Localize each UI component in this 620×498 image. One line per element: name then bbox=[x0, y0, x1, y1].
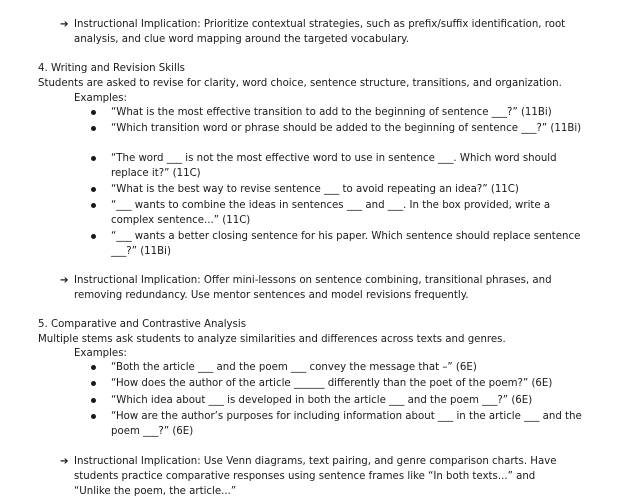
bullet-icon bbox=[91, 126, 96, 131]
list-item: “Which idea about ___ is developed in both the article ___ and the poem ___?” (6E) bbox=[111, 394, 591, 409]
list-item: “___ wants to combine the ideas in sentences ___ and ___. In the box provided, write a complex sentence...” (11C) bbox=[111, 199, 591, 228]
bullet-icon bbox=[91, 414, 96, 419]
list-item: “Both the article ___ and the poem ___ convey the message that –” (6E) bbox=[111, 361, 591, 376]
bullet-icon bbox=[91, 187, 96, 192]
bullet-icon bbox=[91, 110, 96, 115]
section-heading-writing-revision: 4. Writing and Revision Skills bbox=[38, 63, 185, 74]
implication-line2: removing redundancy. Use mentor sentences and model revisions frequently. bbox=[74, 290, 469, 301]
section-intro: Multiple stems ask students to analyze similarities and differences across texts and genres. bbox=[38, 334, 506, 345]
cropped-previous-line bbox=[360, 0, 600, 2]
bullet-icon bbox=[91, 203, 96, 208]
bullet-icon bbox=[91, 365, 96, 370]
list-item: “Which transition word or phrase should be added to the beginning of sentence ___?” (11Bi) bbox=[111, 122, 591, 137]
examples-label: Examples: bbox=[74, 93, 127, 104]
list-item: “The word ___ is not the most effective word to use in sentence ___. Which word should replace it?” (11C) bbox=[111, 152, 591, 181]
bullet-icon bbox=[91, 156, 96, 161]
implication-label: Instructional Implication: bbox=[74, 19, 204, 30]
list-item: “What is the most effective transition to add to the beginning of sentence ___?” (11Bi) bbox=[111, 106, 591, 121]
list-item: “___ wants a better closing sentence for his paper. Which sentence should replace sentence ___?” (11Bi) bbox=[111, 230, 591, 259]
arrow-right-icon: ➔ bbox=[60, 456, 69, 467]
implication-top-line2: analysis, and clue word mapping around the targeted vocabulary. bbox=[74, 34, 409, 45]
implication-line2: students practice comparative responses using sentence frames like “In both texts...” and bbox=[74, 471, 536, 482]
implication-line1: ➔ Instructional Implication: Offer mini-lessons on sentence combining, transitional phrases, and bbox=[60, 275, 552, 286]
implication-top-line1 bbox=[60, 18, 565, 31]
list-item: “How are the author’s purposes for including information about ___ in the article ___ and the poem ___?” (6E) bbox=[111, 410, 591, 439]
examples-label: Examples: bbox=[74, 348, 127, 359]
implication-line1: ➔ Instructional Implication: Use Venn diagrams, text pairing, and genre comparison charts. Have bbox=[60, 456, 557, 467]
list-item: “How does the author of the article ______ differently than the poet of the poem?” (6E) bbox=[111, 377, 591, 392]
implication-line3: “Unlike the poem, the article...” bbox=[74, 486, 237, 497]
section-heading-comparative: 5. Comparative and Contrastive Analysis bbox=[38, 319, 247, 330]
bullet-icon bbox=[91, 398, 96, 403]
arrow-right-icon: ➔ bbox=[60, 275, 69, 286]
list-item: “What is the best way to revise sentence ___ to avoid repeating an idea?” (11C) bbox=[111, 183, 591, 198]
bullet-icon bbox=[91, 234, 96, 239]
bullet-icon bbox=[91, 381, 96, 386]
implication-text: Prioritize contextual strategies, such as prefix/suffix identification, root bbox=[203, 19, 566, 30]
arrow-right-icon: ➔ bbox=[60, 19, 69, 30]
section-intro: Students are asked to revise for clarity, word choice, sentence structure, transitions, and organization. bbox=[38, 78, 562, 89]
